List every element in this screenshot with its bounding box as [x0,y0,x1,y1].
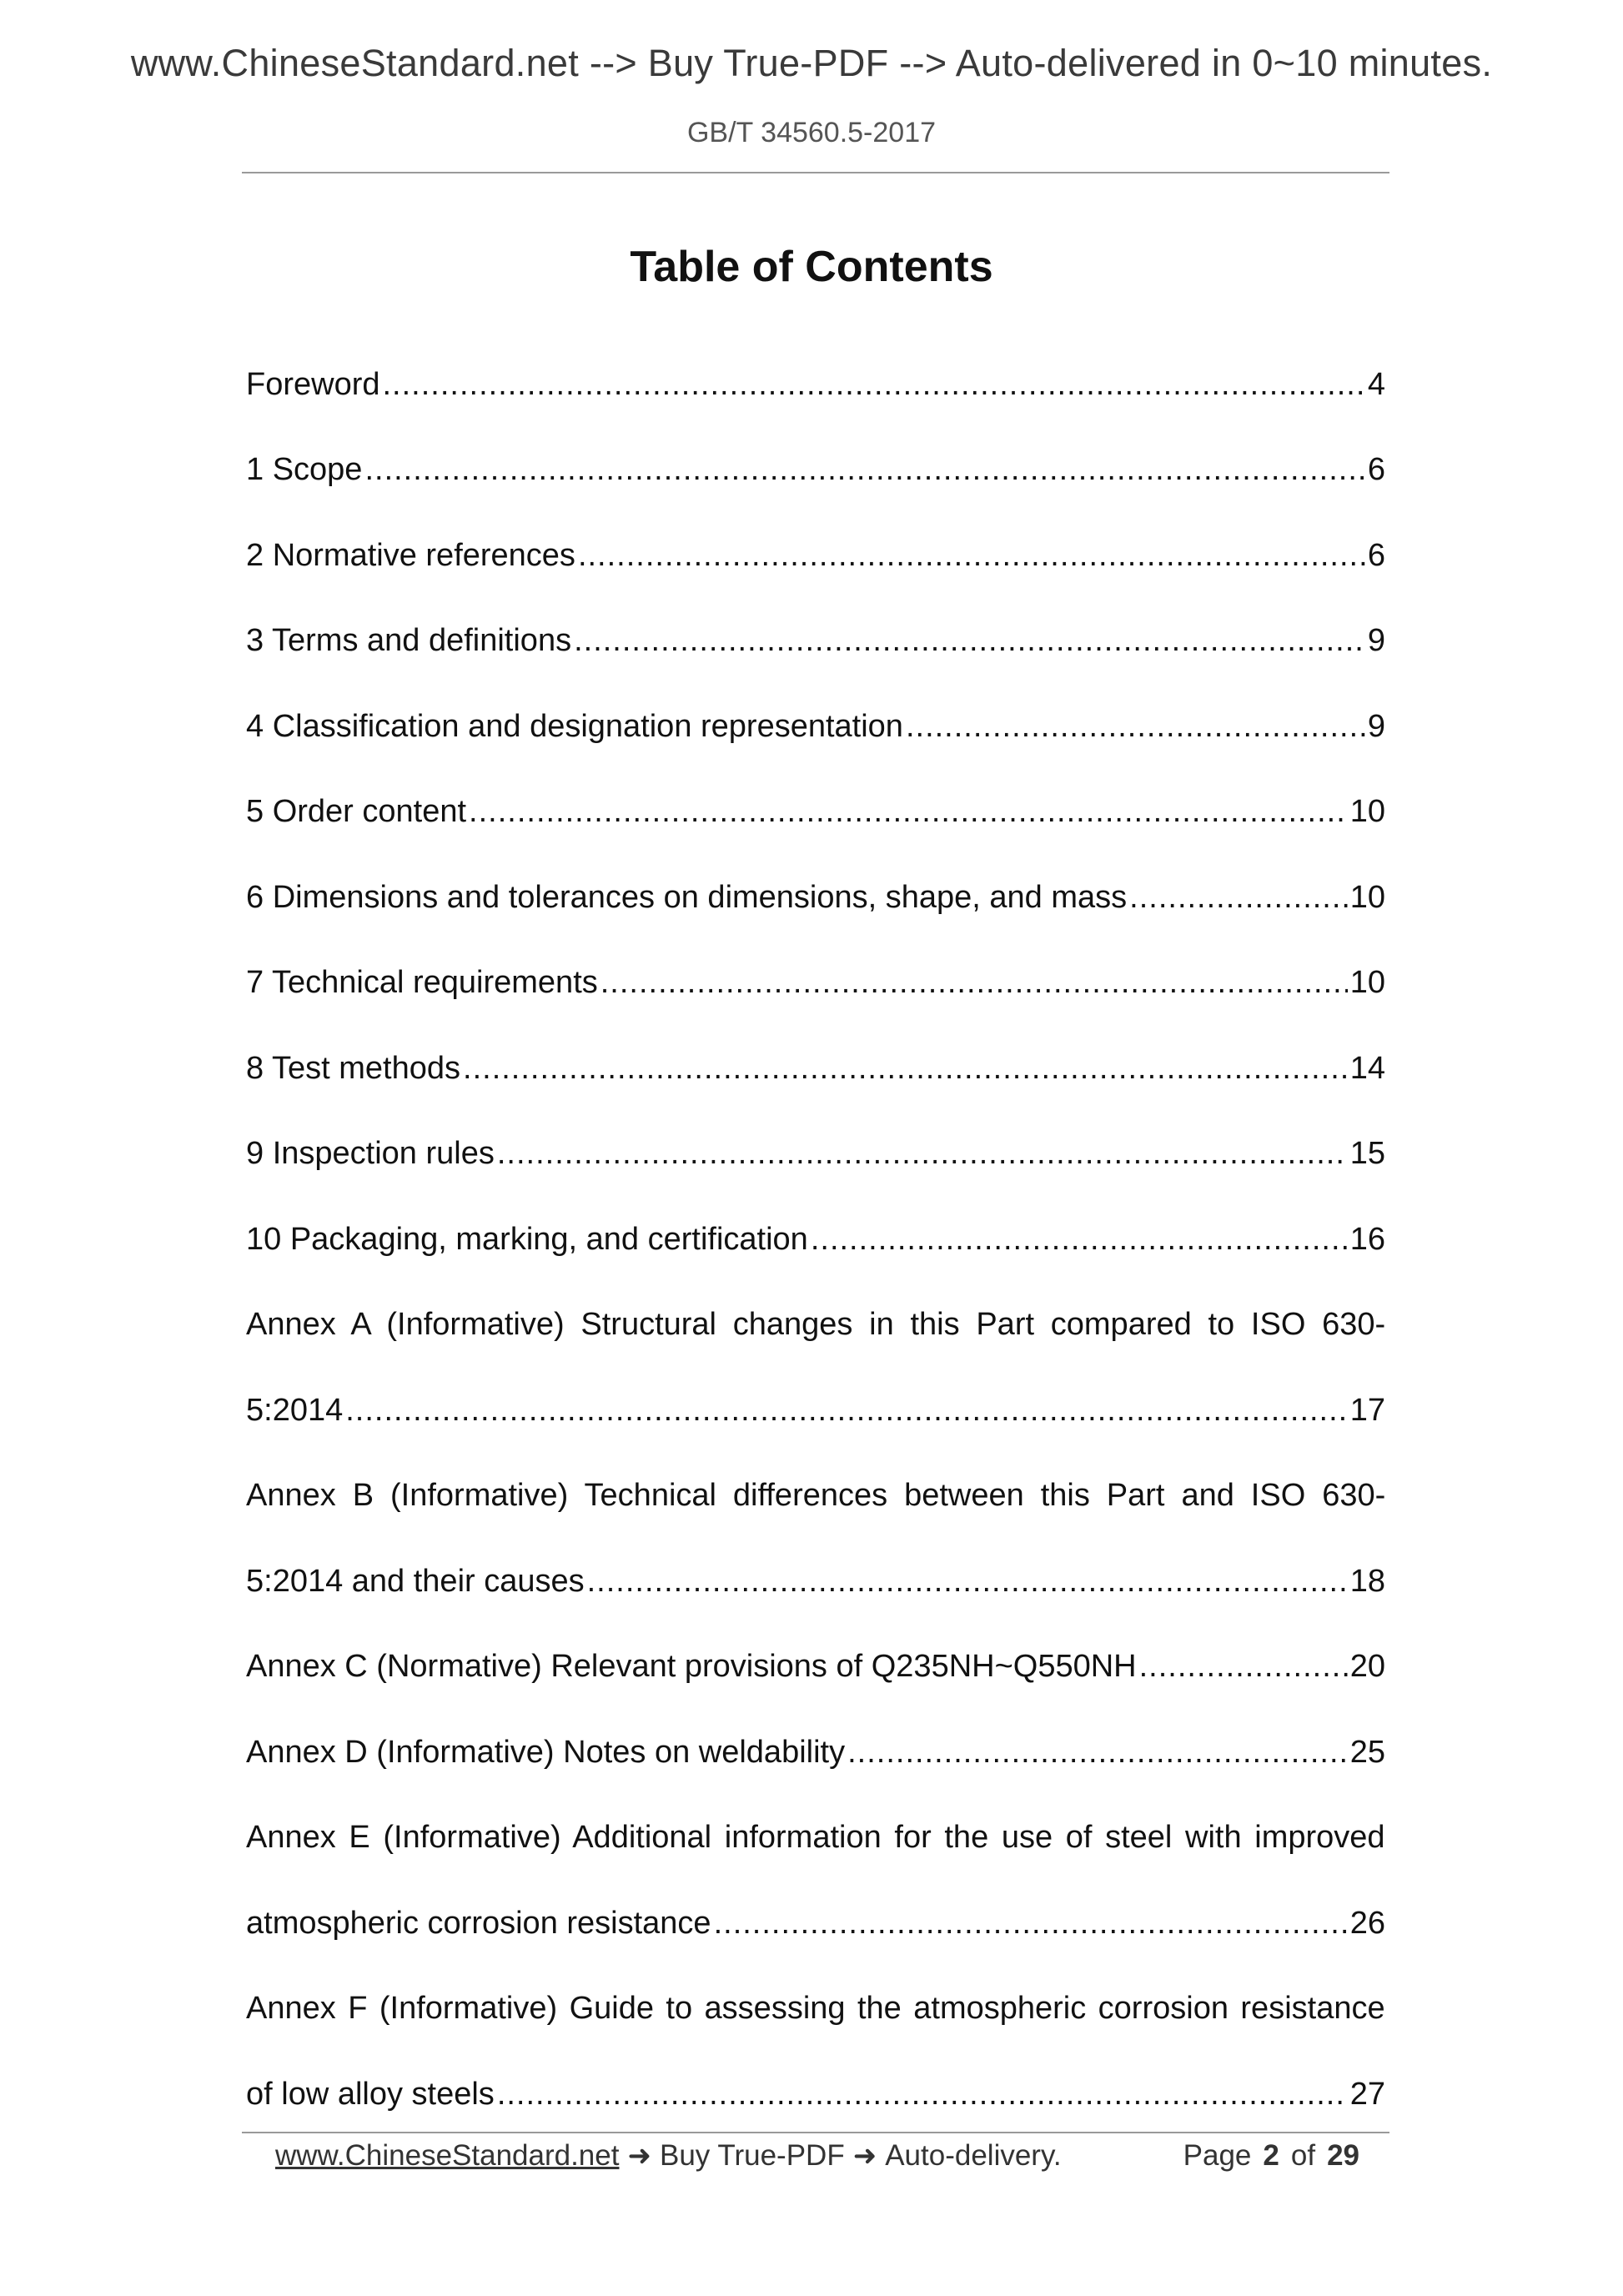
toc-entry-page: 26 [1349,1905,1385,1941]
dot-leader [1129,880,1348,916]
dot-leader [497,2077,1348,2113]
toc-entry-annex-f-line1[interactable] [246,1967,1385,2052]
toc-entry-classification[interactable] [246,684,1385,770]
toc-entry-text: 2 Normative references [246,537,575,573]
dot-leader [345,1393,1347,1429]
dot-leader [714,1906,1348,1942]
toc-entry-page: 20 [1349,1649,1385,1685]
header-divider [242,172,1389,173]
dot-leader [574,623,1365,659]
toc-entry-text: Foreword [246,366,380,402]
dot-leader [1139,1649,1348,1685]
toc-list [246,342,1385,2138]
toc-entry-page: 14 [1349,1050,1385,1086]
toc-entry-annex-e-line2[interactable] [246,1881,1385,1967]
page-current: 2 [1263,2139,1279,2172]
toc-entry-page: 16 [1349,1221,1385,1257]
toc-entry-normative-references[interactable] [246,513,1385,599]
toc-entry-scope[interactable] [246,428,1385,514]
toc-entry-page: 25 [1349,1734,1385,1770]
toc-entry-annex-a-line2[interactable] [246,1368,1385,1454]
toc-entry-inspection-rules[interactable] [246,1112,1385,1198]
footer-auto-text: Auto-delivery. [885,2139,1062,2172]
toc-entry-text: 5:2014 [246,1392,344,1428]
dot-leader [578,538,1365,574]
page-of-label: of [1290,2139,1316,2172]
top-banner: www.ChineseStandard.net --> Buy True-PDF --> Auto-delivered in 0~10 minutes. [130,42,1493,84]
dot-leader [587,1564,1348,1600]
toc-entry-page: 18 [1349,1563,1385,1599]
toc-entry-annex-a-line1[interactable] [246,1283,1385,1369]
page-label: Page [1183,2139,1252,2172]
toc-entry-text: 5:2014 and their causes [246,1563,585,1599]
toc-entry-dimensions[interactable] [246,855,1385,941]
toc-entry-text: atmospheric corrosion resistance [246,1905,711,1941]
standard-code: GB/T 34560.5-2017 [686,117,937,148]
toc-entry-annex-e-line1[interactable] [246,1796,1385,1882]
toc-entry-page: 10 [1349,794,1385,830]
dot-leader [383,367,1365,403]
toc-entry-order-content[interactable] [246,770,1385,856]
toc-entry-page: 15 [1349,1136,1385,1172]
toc-entry-technical-requirements[interactable] [246,941,1385,1027]
toc-entry-text: Annex F (Informative) Guide to assessing the atmospheric corrosion resistance [246,1991,1385,2027]
dot-leader [463,1051,1348,1087]
toc-entry-text: 9 Inspection rules [246,1136,495,1172]
toc-entry-text: 1 Scope [246,452,363,488]
toc-entry-page: 4 [1367,366,1385,402]
dot-leader [906,709,1365,745]
page-indicator [1183,2135,1359,2177]
toc-entry-text: of low alloy steels [246,2076,495,2112]
toc-entry-text: Annex A (Informative) Structural changes in this Part compared to ISO 630- [246,1307,1386,1343]
dot-leader [469,794,1348,830]
right-arrow-icon: ➜ [627,2140,651,2172]
dot-leader [600,965,1348,1001]
dot-leader [497,1136,1348,1172]
toc-entry-annex-b-line2[interactable] [246,1539,1385,1625]
page-title: Table of Contents [630,243,993,291]
toc-entry-text: 6 Dimensions and tolerances on dimensions, shape, and mass [246,879,1128,915]
toc-entry-text: 10 Packaging, marking, and certification [246,1221,808,1257]
toc-entry-text: Annex E (Informative) Additional information for the use of steel with improved [246,1820,1385,1856]
footer-site-link[interactable]: www.ChineseStandard.net [275,2139,620,2172]
footer-divider [242,2132,1389,2133]
toc-entry-foreword[interactable] [246,342,1385,428]
toc-entry-page: 9 [1367,623,1385,659]
toc-entry-text: 8 Test methods [246,1050,461,1086]
toc-entry-packaging[interactable] [246,1197,1385,1283]
toc-entry-page: 17 [1349,1392,1385,1428]
page-footer [275,2135,1359,2177]
toc-entry-annex-b-line1[interactable] [246,1454,1385,1540]
toc-entry-page: 27 [1349,2076,1385,2112]
toc-entry-annex-f-line2[interactable] [246,2052,1385,2138]
toc-entry-text: 5 Order content [246,794,467,830]
toc-entry-text: 7 Technical requirements [246,965,598,1001]
dot-leader [811,1222,1348,1258]
toc-entry-text: 4 Classification and designation representation [246,708,903,744]
toc-entry-text: Annex D (Informative) Notes on weldability [246,1734,846,1770]
toc-entry-test-methods[interactable] [246,1026,1385,1112]
toc-entry-text: 3 Terms and definitions [246,623,572,659]
toc-entry-page: 10 [1349,879,1385,915]
toc-entry-text: Annex B (Informative) Technical differences between this Part and ISO 630- [246,1478,1386,1514]
page-total: 29 [1327,2139,1359,2172]
toc-entry-text: Annex C (Normative) Relevant provisions of Q235NH~Q550NH [246,1649,1137,1685]
toc-entry-page: 9 [1367,708,1385,744]
dot-leader [364,452,1364,488]
footer-buy-text: Buy True-PDF [659,2139,845,2172]
toc-entry-page: 6 [1367,452,1385,488]
toc-entry-page: 10 [1349,965,1385,1001]
toc-entry-annex-c[interactable] [246,1625,1385,1711]
toc-entry-annex-d[interactable] [246,1710,1385,1796]
toc-entry-page: 6 [1367,537,1385,573]
dot-leader [847,1735,1348,1771]
right-arrow-icon: ➜ [852,2140,877,2172]
toc-entry-terms-definitions[interactable] [246,599,1385,685]
